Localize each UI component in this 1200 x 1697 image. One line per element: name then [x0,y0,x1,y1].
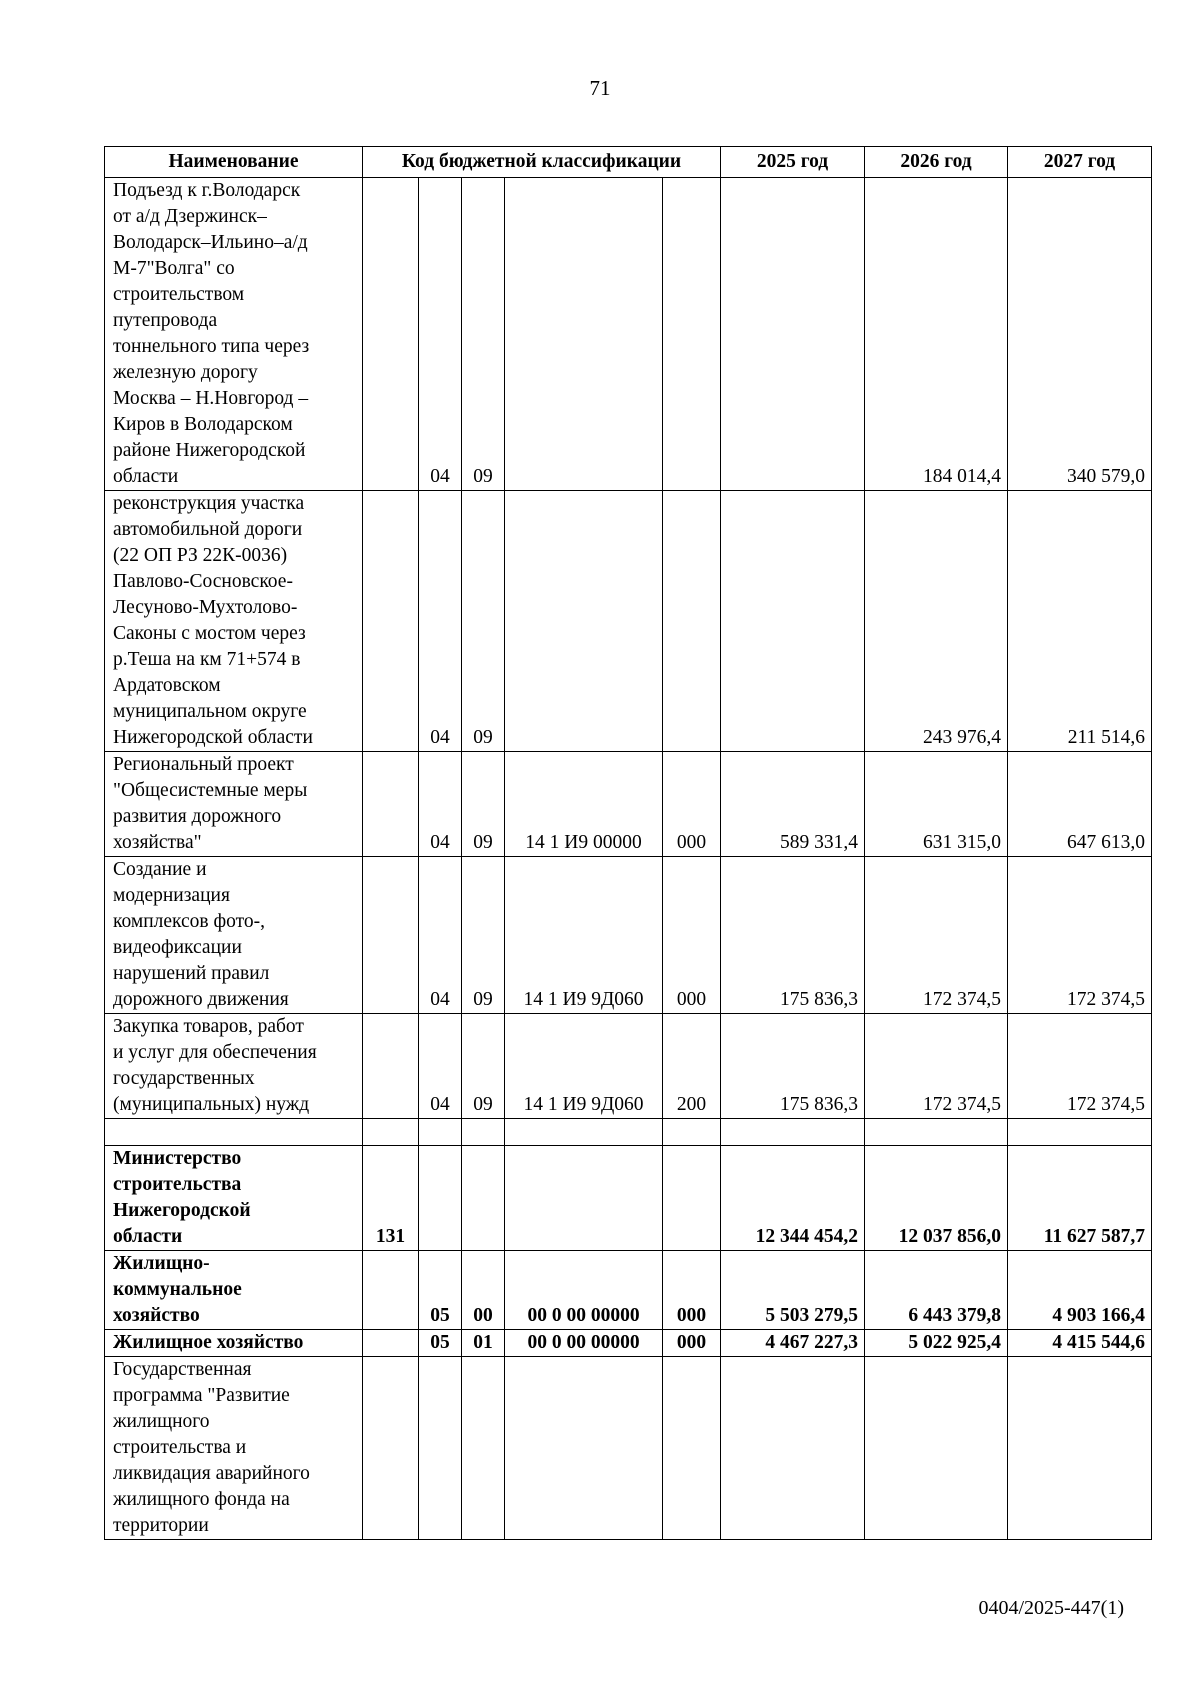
cell-expense-code [663,1119,721,1146]
cell-amount-2025: 175 836,3 [721,857,865,1014]
name-line: Нижегородской области [113,727,313,748]
name-line: "Общесистемные меры [113,780,308,801]
table-row [105,752,1152,857]
name-line: Лесуново-Мухтолово- [113,597,298,618]
cell-section-code: 04 [419,491,462,752]
name-line: коммунальное [113,1279,242,1300]
cell-ministry-code [363,857,419,1014]
cell-name [105,178,363,491]
cell-name [105,1014,363,1119]
name-line: строительства и [113,1437,247,1458]
cell-section-code [419,1119,462,1146]
cell-section-code: 05 [419,1251,462,1330]
name-line: строительства [113,1174,242,1195]
header-name: Наименование [105,147,363,178]
cell-amount-2025 [721,1357,865,1540]
table-row [105,1014,1152,1119]
cell-expense-code: 000 [663,857,721,1014]
cell-ministry-code [363,752,419,857]
cell-expense-code [663,1357,721,1540]
cell-amount-2025: 175 836,3 [721,1014,865,1119]
cell-expense-code [663,178,721,491]
cell-expense-code [663,1146,721,1251]
name-line: Ардатовском [113,675,221,696]
cell-section-code: 04 [419,752,462,857]
cell-name [105,491,363,752]
cell-amount-2027: 4 415 544,6 [1008,1330,1152,1357]
cell-ministry-code [363,491,419,752]
header-2025: 2025 год [721,147,865,178]
cell-amount-2026 [865,1119,1008,1146]
cell-subsection-code: 09 [462,752,505,857]
name-line: (муниципальных) нужд [113,1094,310,1115]
cell-subsection-code [462,1357,505,1540]
cell-subsection-code: 01 [462,1330,505,1357]
name-line: Создание и [113,859,207,880]
cell-ministry-code [363,1330,419,1357]
name-line: Региональный проект [113,754,294,775]
name-line: области [113,1226,183,1247]
cell-name [105,752,363,857]
cell-amount-2027: 211 514,6 [1008,491,1152,752]
name-line: М-7"Волга" со [113,258,235,279]
cell-amount-2027: 11 627 587,7 [1008,1146,1152,1251]
cell-target-code [505,1357,663,1540]
cell-target-code: 14 1 И9 9Д060 [505,1014,663,1119]
name-line: государственных [113,1068,255,1089]
name-line: жилищного фонда на [113,1489,290,1510]
cell-amount-2025: 12 344 454,2 [721,1146,865,1251]
name-line: Нижегородской [113,1200,251,1221]
name-line: тоннельного типа через [113,336,310,357]
cell-target-code [505,178,663,491]
table-body [105,178,1152,1540]
cell-expense-code: 200 [663,1014,721,1119]
cell-ministry-code [363,1251,419,1330]
name-line: Жилищно- [113,1253,210,1274]
table-row [105,1357,1152,1540]
name-line: Министерство [113,1148,242,1169]
name-line: территории [113,1515,209,1536]
name-line: области [113,466,179,487]
cell-target-code: 14 1 И9 9Д060 [505,857,663,1014]
name-line: Володарск–Ильино–а/д [113,232,308,253]
cell-section-code: 04 [419,857,462,1014]
cell-name [105,1251,363,1330]
cell-subsection-code: 09 [462,491,505,752]
table-row [105,1119,1152,1146]
cell-subsection-code [462,1146,505,1251]
cell-target-code: 14 1 И9 00000 [505,752,663,857]
cell-name [105,1357,363,1540]
budget-table [104,146,1152,1540]
document-number: 0404/2025-447(1) [978,1597,1124,1619]
cell-subsection-code [462,1119,505,1146]
name-line: Государственная [113,1359,252,1380]
cell-amount-2025 [721,491,865,752]
table-row [105,1330,1152,1357]
cell-amount-2025 [721,1119,865,1146]
name-line: программа "Развитие [113,1385,290,1406]
table-header-row [105,147,1152,178]
header-2027: 2027 год [1008,147,1152,178]
table-row [105,1146,1152,1251]
name-line: путепровода [113,310,218,331]
name-line: развития дорожного [113,806,282,827]
name-line: Москва – Н.Новгород – [113,388,309,409]
name-line: ликвидация аварийного [113,1463,310,1484]
cell-ministry-code: 131 [363,1146,419,1251]
name-line: от а/д Дзержинск– [113,206,267,227]
cell-expense-code: 000 [663,1251,721,1330]
name-line: нарушений правил [113,963,270,984]
cell-amount-2026: 6 443 379,8 [865,1251,1008,1330]
name-line: комплексов фото-, [113,911,266,932]
cell-ministry-code [363,1014,419,1119]
page-number: 71 [589,76,611,100]
table-row [105,1251,1152,1330]
cell-amount-2025: 5 503 279,5 [721,1251,865,1330]
header-2026: 2026 год [865,147,1008,178]
cell-amount-2026: 184 014,4 [865,178,1008,491]
name-line: дорожного движения [113,989,289,1010]
cell-name [105,1330,363,1357]
name-line: хозяйства" [113,832,202,853]
name-line: жилищного [113,1411,210,1432]
cell-ministry-code [363,1119,419,1146]
name-line: модернизация [113,885,230,906]
name-line: и услуг для обеспечения [113,1042,317,1063]
cell-name [105,1146,363,1251]
cell-amount-2026: 172 374,5 [865,857,1008,1014]
cell-section-code: 04 [419,1014,462,1119]
cell-subsection-code: 09 [462,178,505,491]
name-line: муниципальном округе [113,701,307,722]
cell-amount-2026: 172 374,5 [865,1014,1008,1119]
cell-name [105,1119,363,1146]
name-line: (22 ОП РЗ 22К-0036) [113,545,288,566]
cell-section-code: 05 [419,1330,462,1357]
table-row [105,857,1152,1014]
cell-expense-code: 000 [663,752,721,857]
cell-amount-2025 [721,178,865,491]
cell-target-code: 00 0 00 00000 [505,1251,663,1330]
cell-amount-2027: 647 613,0 [1008,752,1152,857]
cell-amount-2026: 243 976,4 [865,491,1008,752]
name-line: Закупка товаров, работ [113,1016,304,1037]
table-row [105,491,1152,752]
cell-section-code [419,1357,462,1540]
cell-amount-2027 [1008,1119,1152,1146]
cell-subsection-code: 09 [462,1014,505,1119]
cell-target-code [505,1146,663,1251]
name-line: Павлово-Сосновское- [113,571,293,592]
cell-amount-2025: 589 331,4 [721,752,865,857]
cell-name [105,857,363,1014]
cell-amount-2027: 340 579,0 [1008,178,1152,491]
name-line: автомобильной дороги [113,519,303,540]
name-line: строительством [113,284,245,305]
name-line: Саконы с мостом через [113,623,306,644]
name-line: реконструкция участка [113,493,305,514]
cell-expense-code [663,491,721,752]
cell-section-code [419,1146,462,1251]
cell-amount-2027 [1008,1357,1152,1540]
cell-amount-2027: 172 374,5 [1008,857,1152,1014]
cell-target-code [505,491,663,752]
cell-ministry-code [363,1357,419,1540]
cell-ministry-code [363,178,419,491]
cell-target-code [505,1119,663,1146]
table-row [105,178,1152,491]
name-line: районе Нижегородской [113,440,306,461]
name-line: хозяйство [113,1305,200,1326]
cell-amount-2026: 5 022 925,4 [865,1330,1008,1357]
name-line: железную дорогу [113,362,258,383]
cell-target-code: 00 0 00 00000 [505,1330,663,1357]
cell-amount-2026 [865,1357,1008,1540]
cell-amount-2027: 172 374,5 [1008,1014,1152,1119]
header-code: Код бюджетной классификации [363,147,721,178]
name-line: видеофиксации [113,937,242,958]
name-line: Киров в Володарском [113,414,293,435]
cell-expense-code: 000 [663,1330,721,1357]
cell-amount-2026: 12 037 856,0 [865,1146,1008,1251]
cell-subsection-code: 00 [462,1251,505,1330]
cell-amount-2025: 4 467 227,3 [721,1330,865,1357]
cell-amount-2026: 631 315,0 [865,752,1008,857]
cell-amount-2027: 4 903 166,4 [1008,1251,1152,1330]
cell-subsection-code: 09 [462,857,505,1014]
name-line: Подъезд к г.Володарск [113,180,301,201]
cell-section-code: 04 [419,178,462,491]
name-line: р.Теша на км 71+574 в [113,649,301,670]
name-line: Жилищное хозяйство [113,1332,304,1353]
